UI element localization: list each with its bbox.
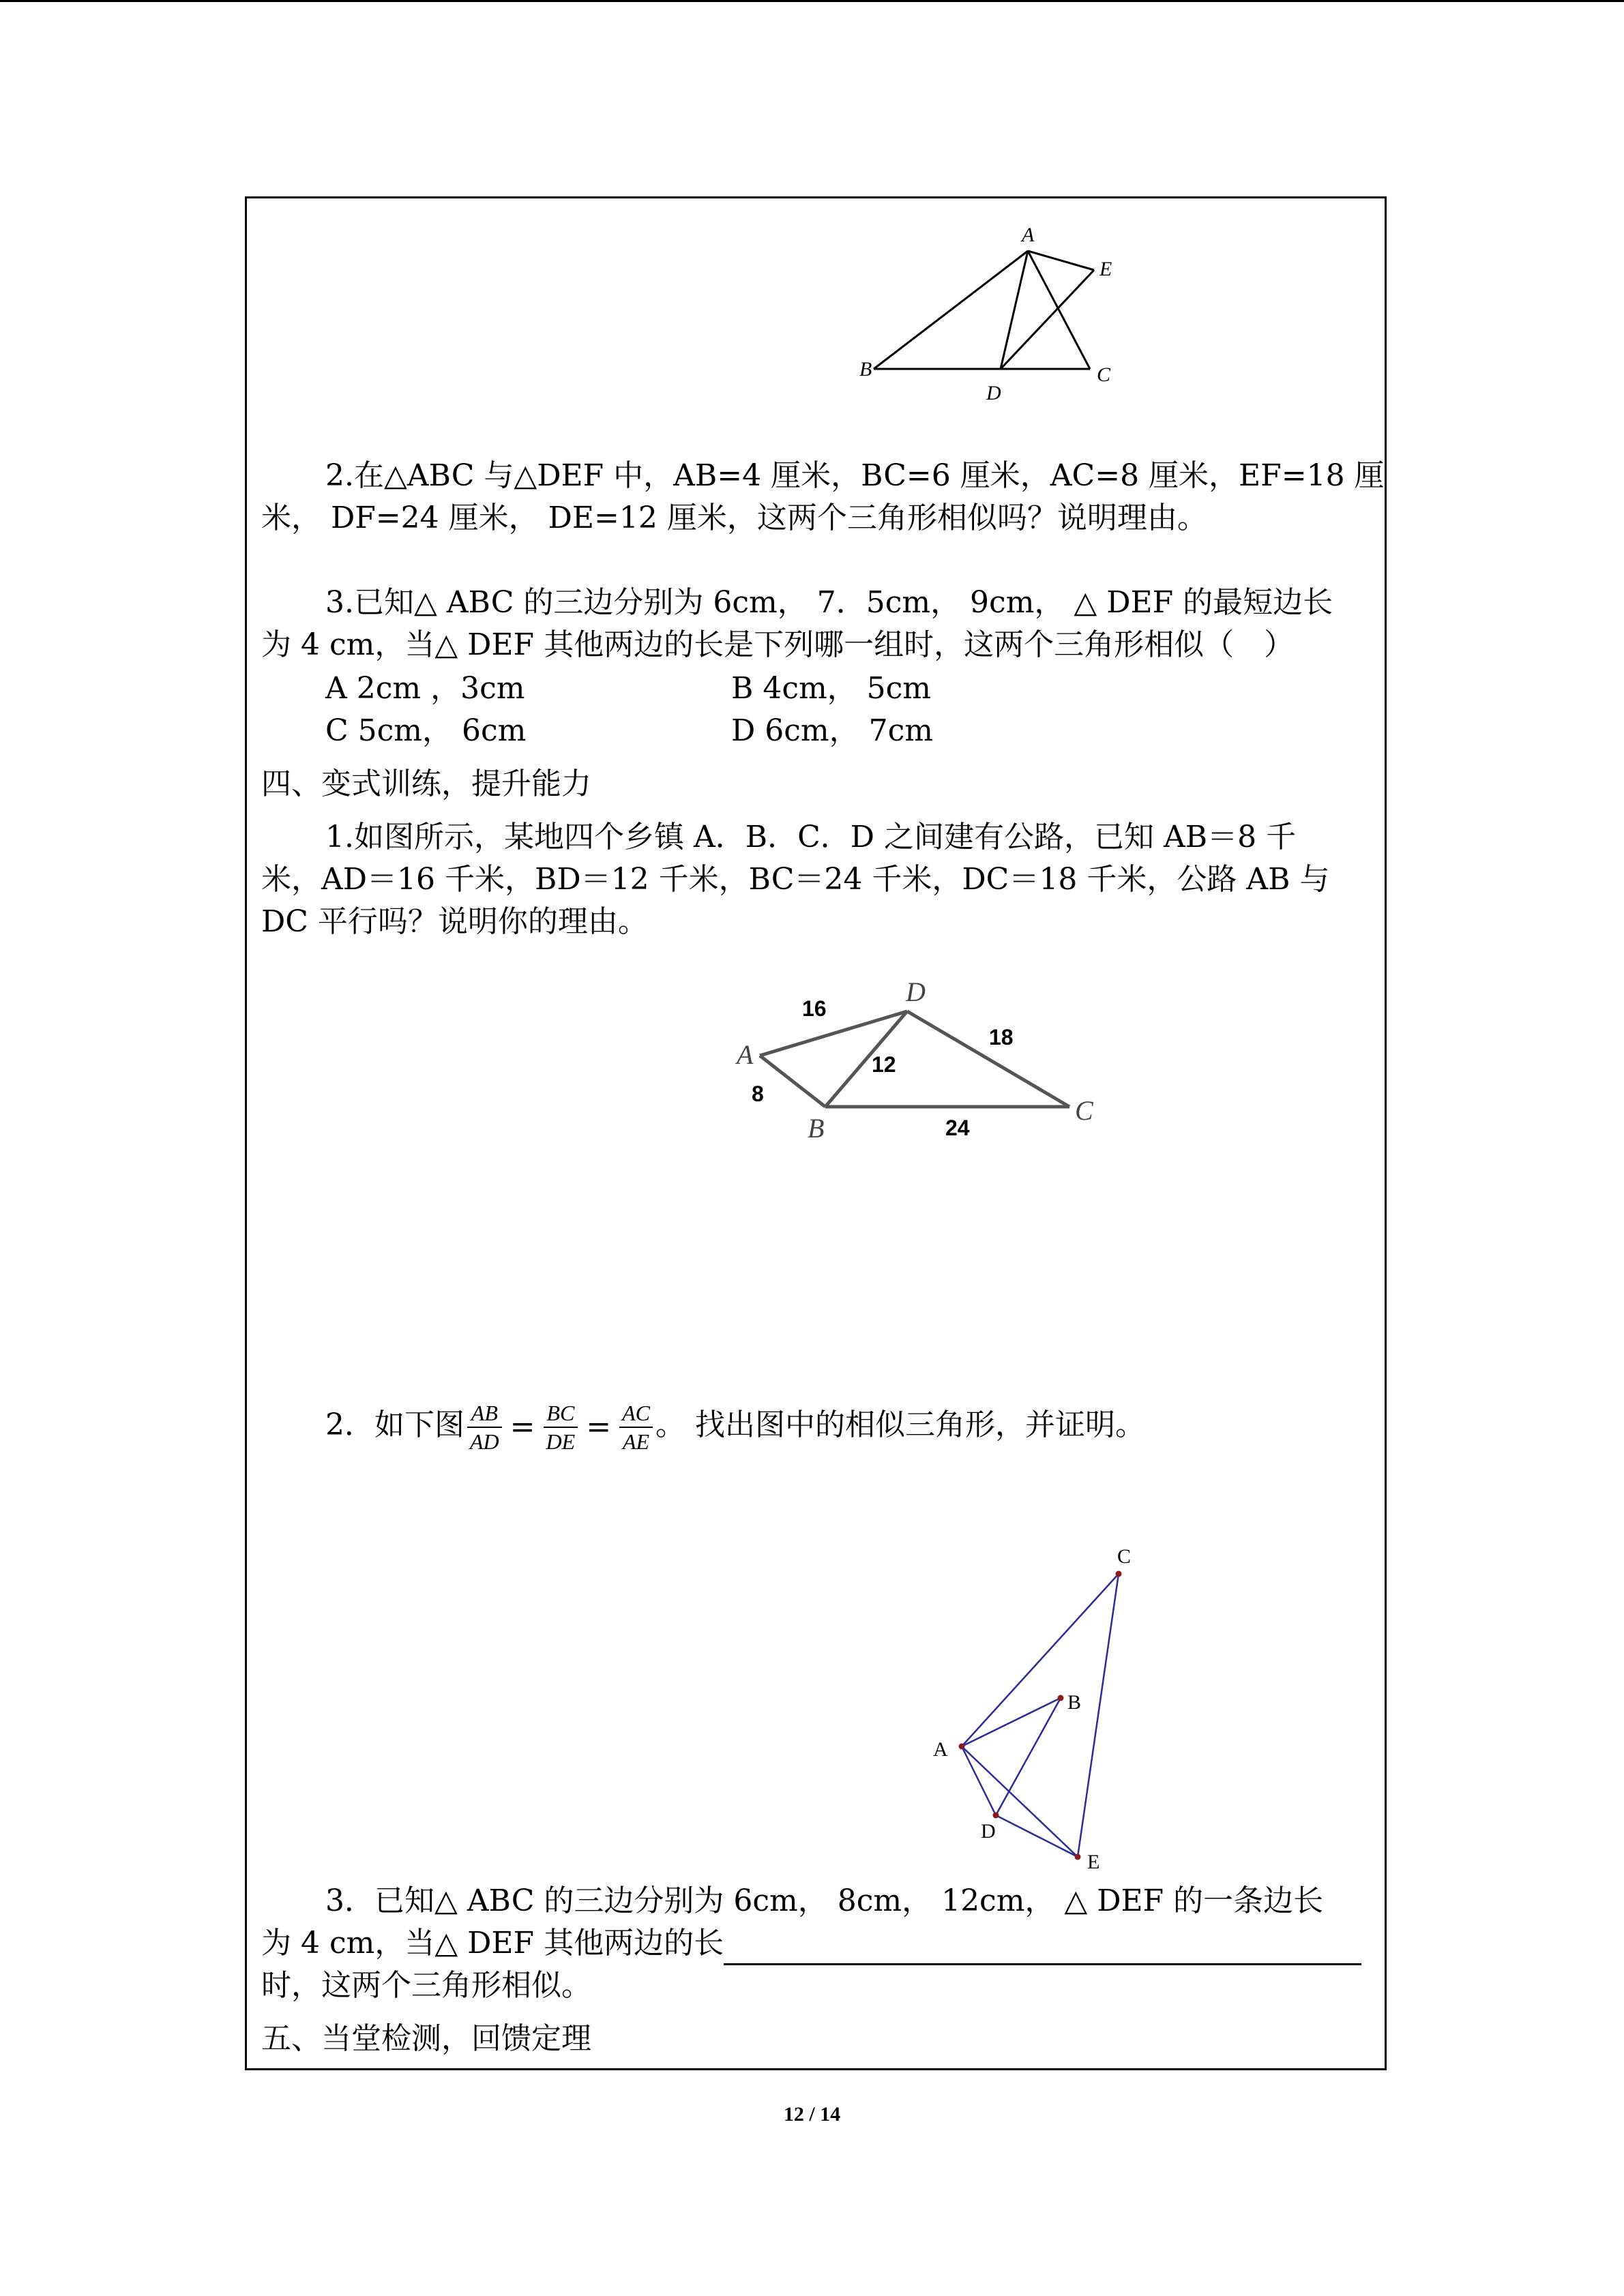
section5-title: 五、当堂检测，回馈定理 — [261, 2021, 591, 2056]
q3-option-a: A 2cm ，3cm — [325, 671, 525, 706]
q3-option-c: C 5cm， 6cm — [325, 713, 527, 748]
fig2-label-a: A — [737, 1039, 754, 1070]
s4-p1-line3: DC 平行吗？说明你的理由。 — [261, 904, 648, 939]
equals-sign: = — [510, 1409, 535, 1444]
fig3-label-e: E — [1087, 1851, 1100, 1873]
fig3-label-d: D — [981, 1820, 996, 1843]
fig2-label-d: D — [906, 976, 926, 1007]
fig2-len-dc: 18 — [989, 1025, 1014, 1049]
q3-line2: 为 4 cm，当△ DEF 其他两边的长是下列哪一组时，这两个三角形相似（ ） — [261, 627, 1295, 662]
fig1-label-e: E — [1099, 258, 1112, 280]
s4-p3-line2-text: 为 4 cm，当△ DEF 其他两边的长 — [261, 1926, 724, 1960]
fig3-label-c: C — [1117, 1545, 1132, 1568]
fig2-len-bc: 24 — [945, 1116, 970, 1140]
fig3-label-a: A — [933, 1738, 948, 1761]
section4-title: 四、变式训练，提升能力 — [261, 766, 591, 801]
fig2-len-bd: 12 — [872, 1052, 896, 1077]
s4-p2-prefix: 2．如下图 — [325, 1407, 464, 1442]
fraction-ac-ae: $\frac{AC}{AE}$ — [619, 1399, 653, 1455]
s4-p1-line1: 1.如图所示，某地四个乡镇 A．B．C．D 之间建有公路，已知 AB＝8 千 — [325, 820, 1297, 854]
fig1-label-b: B — [859, 358, 872, 381]
fig2-len-ad: 16 — [802, 996, 827, 1021]
answer-blank[interactable] — [724, 1929, 1361, 1965]
fig1-label-d: D — [986, 382, 1001, 404]
figure-townships-abcd — [723, 968, 1119, 1152]
fig2-label-b: B — [808, 1113, 825, 1144]
figure-triangle-abc-e — [846, 217, 1146, 415]
figure-similar-triangles — [921, 1534, 1153, 1875]
fig1-label-a: A — [1022, 224, 1035, 246]
page-number: 12 / 14 — [783, 2103, 841, 2126]
s4-p3-line3: 时，这两个三角形相似。 — [261, 1968, 591, 2003]
s4-p3-line1: 3．已知△ ABC 的三边分别为 6cm， 8cm， 12cm， △ DEF 的一条边长 — [325, 1883, 1324, 1918]
q3-line1: 3.已知△ ABC 的三边分别为 6cm， 7．5cm， 9cm， △ DEF 的最短边长 — [325, 585, 1333, 620]
equals-sign: = — [586, 1409, 612, 1444]
q3-option-d: D 6cm， 7cm — [731, 713, 933, 748]
fig2-label-c: C — [1075, 1095, 1093, 1126]
fraction-ab-ad: $\frac{AB}{AD}$ — [467, 1399, 502, 1455]
q3-option-b: B 4cm， 5cm — [731, 671, 932, 706]
q2-line2: 米， DF=24 厘米， DE=12 厘米，这两个三角形相似吗？说明理由。 — [261, 501, 1207, 535]
fraction-bc-de: $\frac{BC}{DE}$ — [544, 1399, 578, 1455]
fig1-label-c: C — [1097, 363, 1111, 386]
s4-p2-suffix: 。 找出图中的相似三角形，并证明。 — [655, 1407, 1145, 1442]
fig3-label-b: B — [1067, 1691, 1082, 1714]
s4-p1-line2: 米，AD＝16 千米，BD＝12 千米，BC＝24 千米，DC＝18 千米，公路 AB 与 — [261, 862, 1330, 897]
s4-p3-line2 — [261, 1922, 1361, 1965]
s4-p2-line — [325, 1390, 1145, 1463]
fig2-len-ab: 8 — [752, 1082, 764, 1106]
top-rule — [0, 0, 1624, 2]
q2-line1: 2.在△ABC 与△DEF 中，AB=4 厘米，BC=6 厘米，AC=8 厘米，EF=18 厘 — [325, 458, 1385, 493]
